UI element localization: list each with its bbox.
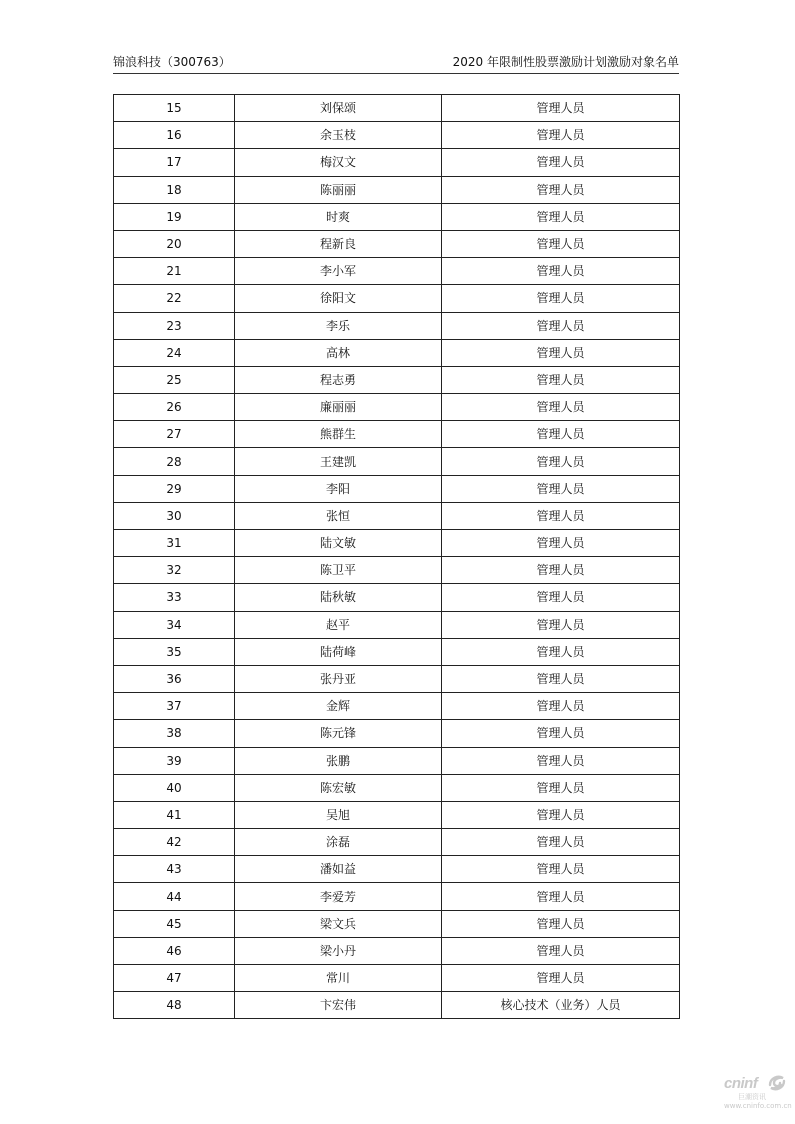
name-cell: 梅汉文 bbox=[235, 149, 442, 176]
table-row bbox=[114, 937, 680, 964]
row-number-cell: 42 bbox=[114, 829, 235, 856]
table-row bbox=[114, 339, 680, 366]
role-cell: 核心技术（业务）人员 bbox=[442, 992, 680, 1019]
role-cell: 管理人员 bbox=[442, 937, 680, 964]
row-number-cell: 29 bbox=[114, 475, 235, 502]
row-number-cell: 16 bbox=[114, 122, 235, 149]
table-row bbox=[114, 965, 680, 992]
table-row bbox=[114, 883, 680, 910]
row-number-cell: 18 bbox=[114, 176, 235, 203]
table-row bbox=[114, 475, 680, 502]
row-number-cell: 24 bbox=[114, 339, 235, 366]
table-body bbox=[114, 95, 680, 1019]
name-cell: 廉丽丽 bbox=[235, 394, 442, 421]
table-row bbox=[114, 992, 680, 1019]
name-cell: 高林 bbox=[235, 339, 442, 366]
row-number-cell: 34 bbox=[114, 611, 235, 638]
table-row bbox=[114, 176, 680, 203]
name-cell: 吴旭 bbox=[235, 801, 442, 828]
table-row bbox=[114, 285, 680, 312]
role-cell: 管理人员 bbox=[442, 665, 680, 692]
role-cell: 管理人员 bbox=[442, 774, 680, 801]
name-cell: 涂磊 bbox=[235, 829, 442, 856]
role-cell: 管理人员 bbox=[442, 502, 680, 529]
table-row bbox=[114, 774, 680, 801]
name-cell: 刘保颂 bbox=[235, 95, 442, 122]
table-row bbox=[114, 530, 680, 557]
table-row bbox=[114, 638, 680, 665]
row-number-cell: 37 bbox=[114, 693, 235, 720]
name-cell: 陈宏敏 bbox=[235, 774, 442, 801]
role-cell: 管理人员 bbox=[442, 530, 680, 557]
role-cell: 管理人员 bbox=[442, 149, 680, 176]
role-cell: 管理人员 bbox=[442, 638, 680, 665]
header-divider bbox=[113, 73, 679, 74]
table-row bbox=[114, 95, 680, 122]
row-number-cell: 35 bbox=[114, 638, 235, 665]
name-cell: 徐阳文 bbox=[235, 285, 442, 312]
row-number-cell: 22 bbox=[114, 285, 235, 312]
row-number-cell: 45 bbox=[114, 910, 235, 937]
name-cell: 常川 bbox=[235, 965, 442, 992]
row-number-cell: 27 bbox=[114, 421, 235, 448]
table-row bbox=[114, 720, 680, 747]
table-row bbox=[114, 611, 680, 638]
name-cell: 程志勇 bbox=[235, 366, 442, 393]
document-title: 2020 年限制性股票激励计划激励对象名单 bbox=[452, 55, 679, 69]
name-cell: 张丹亚 bbox=[235, 665, 442, 692]
table-row bbox=[114, 421, 680, 448]
row-number-cell: 40 bbox=[114, 774, 235, 801]
name-cell: 赵平 bbox=[235, 611, 442, 638]
name-cell: 陆荷峰 bbox=[235, 638, 442, 665]
table-row bbox=[114, 693, 680, 720]
role-cell: 管理人员 bbox=[442, 883, 680, 910]
row-number-cell: 41 bbox=[114, 801, 235, 828]
row-number-cell: 30 bbox=[114, 502, 235, 529]
row-number-cell: 36 bbox=[114, 665, 235, 692]
role-cell: 管理人员 bbox=[442, 584, 680, 611]
role-cell: 管理人员 bbox=[442, 95, 680, 122]
table-row bbox=[114, 122, 680, 149]
role-cell: 管理人员 bbox=[442, 366, 680, 393]
role-cell: 管理人员 bbox=[442, 258, 680, 285]
name-cell: 余玉枝 bbox=[235, 122, 442, 149]
role-cell: 管理人员 bbox=[442, 176, 680, 203]
page-header bbox=[113, 51, 679, 73]
role-cell: 管理人员 bbox=[442, 557, 680, 584]
name-cell: 李爱芳 bbox=[235, 883, 442, 910]
cninfo-swirl-icon bbox=[767, 1073, 787, 1093]
name-cell: 卞宏伟 bbox=[235, 992, 442, 1019]
table-row bbox=[114, 394, 680, 421]
incentive-recipient-table bbox=[113, 94, 680, 1019]
role-cell: 管理人员 bbox=[442, 801, 680, 828]
table-row bbox=[114, 801, 680, 828]
table-row bbox=[114, 230, 680, 257]
name-cell: 李阳 bbox=[235, 475, 442, 502]
row-number-cell: 46 bbox=[114, 937, 235, 964]
row-number-cell: 43 bbox=[114, 856, 235, 883]
row-number-cell: 48 bbox=[114, 992, 235, 1019]
company-name: 锦浪科技（300763） bbox=[113, 55, 231, 69]
table-row bbox=[114, 366, 680, 393]
role-cell: 管理人员 bbox=[442, 394, 680, 421]
name-cell: 张恒 bbox=[235, 502, 442, 529]
row-number-cell: 31 bbox=[114, 530, 235, 557]
role-cell: 管理人员 bbox=[442, 747, 680, 774]
name-cell: 张鹏 bbox=[235, 747, 442, 774]
row-number-cell: 17 bbox=[114, 149, 235, 176]
role-cell: 管理人员 bbox=[442, 829, 680, 856]
table-row bbox=[114, 258, 680, 285]
row-number-cell: 28 bbox=[114, 448, 235, 475]
row-number-cell: 32 bbox=[114, 557, 235, 584]
name-cell: 王建凯 bbox=[235, 448, 442, 475]
role-cell: 管理人员 bbox=[442, 203, 680, 230]
row-number-cell: 21 bbox=[114, 258, 235, 285]
name-cell: 李乐 bbox=[235, 312, 442, 339]
name-cell: 梁文兵 bbox=[235, 910, 442, 937]
watermark-logo-text: cninf bbox=[724, 1075, 758, 1092]
role-cell: 管理人员 bbox=[442, 339, 680, 366]
name-cell: 潘如益 bbox=[235, 856, 442, 883]
row-number-cell: 33 bbox=[114, 584, 235, 611]
row-number-cell: 38 bbox=[114, 720, 235, 747]
table-row bbox=[114, 829, 680, 856]
name-cell: 陈卫平 bbox=[235, 557, 442, 584]
name-cell: 陈丽丽 bbox=[235, 176, 442, 203]
table-row bbox=[114, 448, 680, 475]
name-cell: 金辉 bbox=[235, 693, 442, 720]
table-row bbox=[114, 502, 680, 529]
role-cell: 管理人员 bbox=[442, 693, 680, 720]
row-number-cell: 15 bbox=[114, 95, 235, 122]
table-row bbox=[114, 203, 680, 230]
role-cell: 管理人员 bbox=[442, 720, 680, 747]
table-row bbox=[114, 149, 680, 176]
row-number-cell: 25 bbox=[114, 366, 235, 393]
role-cell: 管理人员 bbox=[442, 285, 680, 312]
name-cell: 李小军 bbox=[235, 258, 442, 285]
row-number-cell: 20 bbox=[114, 230, 235, 257]
table-row bbox=[114, 584, 680, 611]
role-cell: 管理人员 bbox=[442, 856, 680, 883]
name-cell: 时爽 bbox=[235, 203, 442, 230]
role-cell: 管理人员 bbox=[442, 122, 680, 149]
table-row bbox=[114, 747, 680, 774]
role-cell: 管理人员 bbox=[442, 910, 680, 937]
watermark-subtitle: 巨潮资讯 bbox=[738, 1093, 766, 1101]
name-cell: 陆文敏 bbox=[235, 530, 442, 557]
row-number-cell: 44 bbox=[114, 883, 235, 910]
role-cell: 管理人员 bbox=[442, 965, 680, 992]
name-cell: 陈元锋 bbox=[235, 720, 442, 747]
role-cell: 管理人员 bbox=[442, 448, 680, 475]
row-number-cell: 47 bbox=[114, 965, 235, 992]
row-number-cell: 19 bbox=[114, 203, 235, 230]
role-cell: 管理人员 bbox=[442, 421, 680, 448]
row-number-cell: 26 bbox=[114, 394, 235, 421]
role-cell: 管理人员 bbox=[442, 611, 680, 638]
watermark-url: www.cninfo.com.cn bbox=[724, 1102, 792, 1110]
table-row bbox=[114, 910, 680, 937]
role-cell: 管理人员 bbox=[442, 230, 680, 257]
row-number-cell: 23 bbox=[114, 312, 235, 339]
name-cell: 熊群生 bbox=[235, 421, 442, 448]
name-cell: 程新良 bbox=[235, 230, 442, 257]
role-cell: 管理人员 bbox=[442, 312, 680, 339]
role-cell: 管理人员 bbox=[442, 475, 680, 502]
table-row bbox=[114, 312, 680, 339]
name-cell: 陆秋敏 bbox=[235, 584, 442, 611]
table-row bbox=[114, 856, 680, 883]
row-number-cell: 39 bbox=[114, 747, 235, 774]
table-row bbox=[114, 557, 680, 584]
table-row bbox=[114, 665, 680, 692]
name-cell: 梁小丹 bbox=[235, 937, 442, 964]
cninfo-watermark bbox=[724, 1073, 790, 1113]
